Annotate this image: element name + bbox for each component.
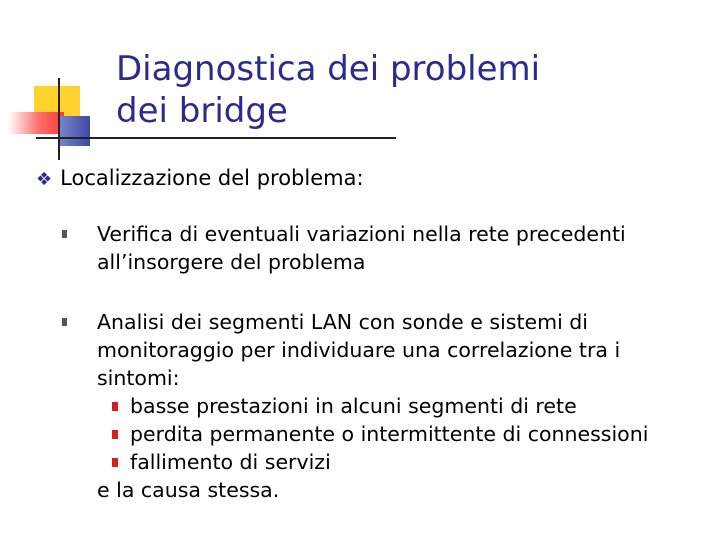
list-item (62, 220, 626, 276)
square-bullet-icon (112, 402, 118, 411)
decor-horizontal-line (36, 137, 396, 139)
sub-list-item (112, 420, 648, 448)
item-line: all’insorgere del problema (97, 250, 366, 274)
item-line: Analisi dei segmenti LAN con sonde e sistemi di (97, 310, 588, 334)
sub-item-text: perdita permanente o intermittente di connessioni (130, 422, 649, 446)
decor-blue-square (60, 116, 90, 146)
square-bullet-icon (112, 430, 118, 439)
square-bullet-icon (62, 318, 67, 326)
decor-red-bar (8, 112, 64, 134)
title-line-1: Diagnostica dei problemi (116, 49, 541, 89)
list-item (62, 308, 648, 504)
sub-item-text: basse prestazioni in alcuni segmenti di rete (130, 394, 577, 418)
diamond-bullet-icon: ❖ (36, 169, 53, 190)
square-bullet-icon (62, 230, 67, 238)
square-bullet-icon (112, 458, 118, 467)
sub-list-item (112, 448, 648, 476)
closing-line: e la causa stessa. (97, 478, 280, 502)
sub-list-item (112, 392, 648, 420)
decor-vertical-line (58, 78, 60, 160)
main-heading (36, 166, 364, 190)
page-title (116, 48, 540, 132)
title-line-2: dei bridge (116, 91, 288, 131)
sub-item-text: fallimento di servizi (130, 450, 331, 474)
heading-text: Localizzazione del problema: (60, 166, 364, 190)
item-line: Verifica di eventuali variazioni nella rete precedenti (97, 222, 626, 246)
item-line: monitoraggio per individuare una correlazione tra i (97, 338, 621, 362)
item-line: sintomi: (97, 366, 180, 390)
